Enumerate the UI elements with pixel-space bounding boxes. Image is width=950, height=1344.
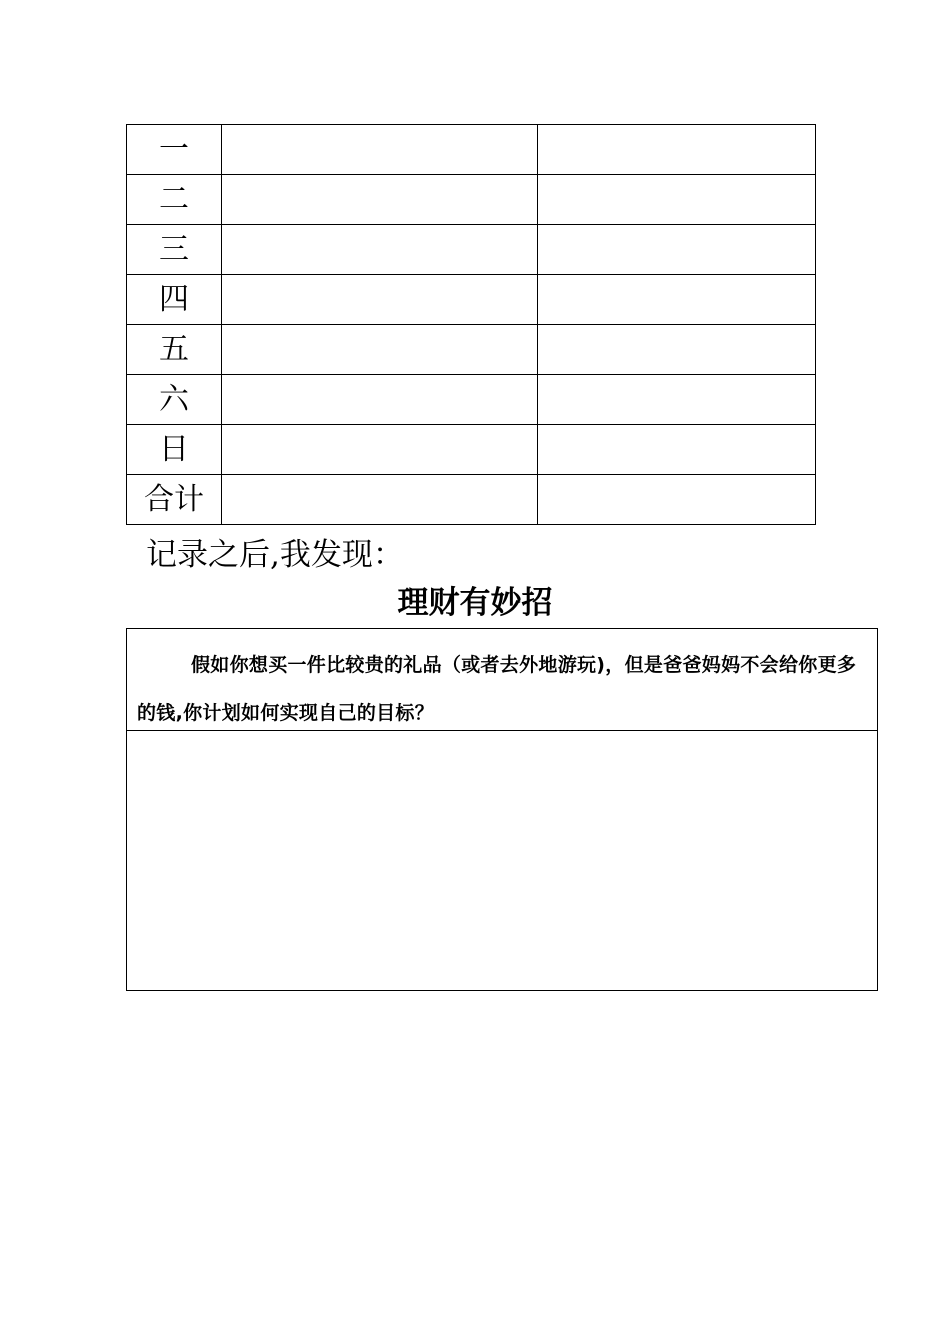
entry-cell[interactable] xyxy=(538,125,816,175)
table-row xyxy=(127,275,816,325)
entry-cell[interactable] xyxy=(538,175,816,225)
table-row xyxy=(127,375,816,425)
entry-cell[interactable] xyxy=(222,175,538,225)
entry-cell[interactable] xyxy=(538,225,816,275)
entry-cell[interactable] xyxy=(222,325,538,375)
day-cell: 四 xyxy=(127,275,222,325)
day-cell: 二 xyxy=(127,175,222,225)
entry-cell[interactable] xyxy=(222,225,538,275)
total-label-cell: 合计 xyxy=(127,475,222,525)
table-row xyxy=(127,425,816,475)
answer-area[interactable] xyxy=(127,731,877,990)
section-title: 理财有妙招 xyxy=(397,585,553,621)
entry-cell[interactable] xyxy=(222,375,538,425)
table-row xyxy=(127,325,816,375)
question-box xyxy=(126,628,878,991)
weekly-record-table xyxy=(126,124,816,525)
entry-cell[interactable] xyxy=(538,375,816,425)
day-cell: 六 xyxy=(127,375,222,425)
day-cell: 日 xyxy=(127,425,222,475)
day-cell: 一 xyxy=(127,125,222,175)
table-row xyxy=(127,125,816,175)
question-text: 假如你想买一件比较贵的礼品（或者去外地游玩)，但是爸爸妈妈不会给你更多的钱,你计划如何实现自己的目标？ xyxy=(127,629,877,731)
entry-cell[interactable] xyxy=(222,125,538,175)
entry-cell[interactable] xyxy=(538,275,816,325)
table-row xyxy=(127,225,816,275)
entry-cell[interactable] xyxy=(538,425,816,475)
table-row xyxy=(127,175,816,225)
entry-cell[interactable] xyxy=(222,475,538,525)
day-cell: 三 xyxy=(127,225,222,275)
entry-cell[interactable] xyxy=(538,475,816,525)
entry-cell[interactable] xyxy=(222,425,538,475)
entry-cell[interactable] xyxy=(538,325,816,375)
day-cell: 五 xyxy=(127,325,222,375)
entry-cell[interactable] xyxy=(222,275,538,325)
table-row-total xyxy=(127,475,816,525)
finding-label: 记录之后,我发现： xyxy=(146,537,404,573)
